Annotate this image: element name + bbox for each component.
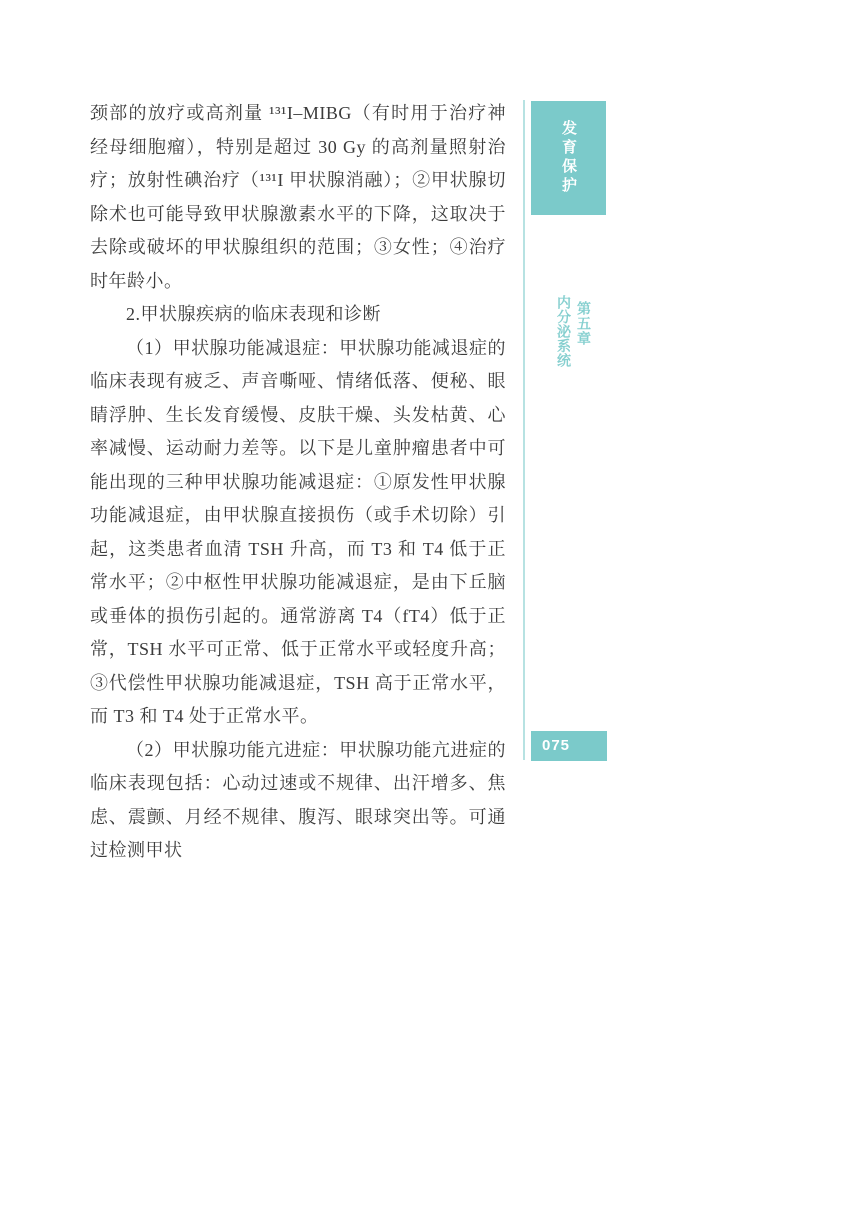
chapter-marker xyxy=(554,241,594,421)
paragraph-radiation-risk: 颈部的放疗或高剂量 ¹³¹I–MIBG（有时用于治疗神经母细胞瘤），特别是超过 30 Gy 的高剂量照射治疗；放射性碘治疗（¹³¹I 甲状腺消融）；②甲状腺切除术也可能导致甲状腺激素水平的下降，这取决于去除或破坏的甲状腺组织的范围；③女性；④治疗时年龄小。 xyxy=(90,103,506,291)
page-number: 075 xyxy=(542,737,571,754)
paragraph-section-heading: 2.甲状腺疾病的临床表现和诊断 xyxy=(126,304,381,324)
section-tab xyxy=(531,101,606,215)
section-tab-label: 发育保护 xyxy=(560,120,577,196)
sidebar-rule xyxy=(523,100,525,760)
main-text-column xyxy=(90,97,506,868)
chapter-title-label: 内分泌系统 xyxy=(556,294,572,368)
paragraph-hyperthyroidism: （2）甲状腺功能亢进症：甲状腺功能亢进症的临床表现包括：心动过速或不规律、出汗增多、焦虑、震颤、月经不规律、腹泻、眼球突出等。可通过检测甲状 xyxy=(90,739,506,860)
paragraph-hypothyroidism: （1）甲状腺功能减退症：甲状腺功能减退症的临床表现有疲乏、声音嘶哑、情绪低落、便秘、眼睛浮肿、生长发育缓慢、皮肤干燥、头发枯黄、心率减慢、运动耐力差等。以下是儿童肿瘤患者中可能出现的三种甲状腺功能减退症：①原发性甲状腺功能减退症，由甲状腺直接损伤（或手术切除）引起，这类患者血清 TSH 升高，而 T3 和 T4 低于正常水平；②中枢性甲状腺功能减退症，是由下丘脑或垂体的损伤引起的。通常游离 T4（fT4）低于正常，TSH 水平可正常、低于正常水平或轻度升高；③代偿性甲状腺功能减退症，TSH 高于正常水平，而 T3 和 T4 处于正常水平。 xyxy=(90,337,506,726)
page-number-badge xyxy=(531,731,607,761)
chapter-number-label: 第五章 xyxy=(576,300,592,346)
